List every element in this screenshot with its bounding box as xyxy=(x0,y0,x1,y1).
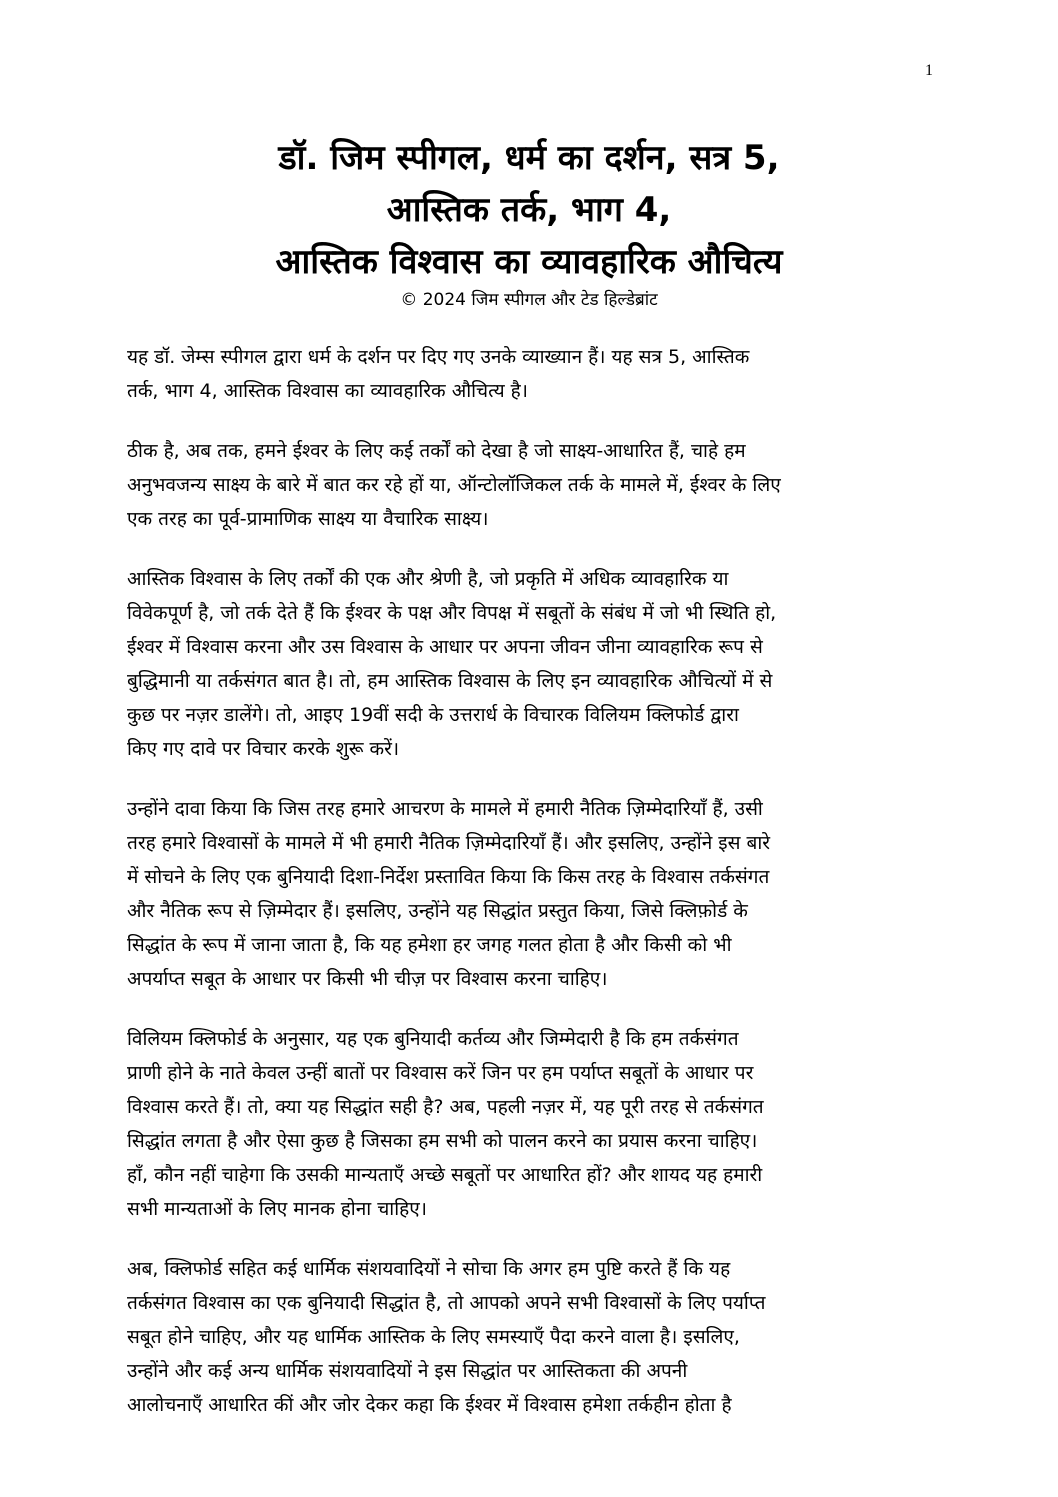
text-line: कुछ पर नज़र डालेंगे। तो, आइए 19वीं सदी के उत्तरार्ध के विचारक विलियम क्लिफोर्ड द्वारा xyxy=(127,704,739,726)
text-line: ईश्वर में विश्वास करना और उस विश्वास के आधार पर अपना जीवन जीना व्यावहारिक रूप से xyxy=(127,636,763,658)
text-line: में सोचने के लिए एक बुनियादी दिशा-निर्देश प्रस्तावित किया कि किस तरह के विश्वास तर्कसंगत xyxy=(127,866,770,888)
title-line-3: आस्तिक विश्वास का व्यावहारिक औचित्य xyxy=(275,242,783,282)
text-line: हाँ, कौन नहीं चाहेगा कि उसकी मान्यताएँ अच्छे सबूतों पर आधारित हों? और शायद यह हमारी xyxy=(127,1164,763,1186)
text-line: किए गए दावे पर विचार करके शुरू करें। xyxy=(127,738,400,760)
paragraph-evidence xyxy=(127,434,933,536)
title-line-1: डॉ. जिम स्पीगल, धर्म का दर्शन, सत्र 5, xyxy=(278,138,780,178)
page-number: 1 xyxy=(925,62,933,79)
text-line: सिद्धांत लगता है और ऐसा कुछ है जिसका हम सभी को पालन करने का प्रयास करना चाहिए। xyxy=(127,1130,758,1152)
text-line: अपर्याप्त सबूत के आधार पर किसी भी चीज़ पर विश्वास करना चाहिए। xyxy=(127,968,608,990)
copyright-notice: © 2024 जिम स्पीगल और टेड हिल्डेब्रांट xyxy=(400,290,658,310)
paragraph-pragmatic xyxy=(127,562,933,766)
text-line: उन्होंने और कई अन्य धार्मिक संशयवादियों ने इस सिद्धांत पर आस्तिकता की अपनी xyxy=(127,1360,688,1382)
text-line: विवेकपूर्ण है, जो तर्क देते हैं कि ईश्वर के पक्ष और विपक्ष में सबूतों के संबंध में जो भी स्थिति हो, xyxy=(127,602,777,624)
text-line: ठीक है, अब तक, हमने ईश्वर के लिए कई तर्कों को देखा है जो साक्ष्य-आधारित हैं, चाहे हम xyxy=(127,440,746,462)
title-block xyxy=(90,132,968,312)
paragraph-clifford-principle xyxy=(127,792,933,996)
text-line: यह डॉ. जेम्स स्पीगल द्वारा धर्म के दर्शन पर दिए गए उनके व्याख्यान हैं। यह सत्र 5, आस्तिक xyxy=(127,346,750,368)
text-line: विश्वास करते हैं। तो, क्या यह सिद्धांत सही है? अब, पहली नज़र में, यह पूरी तरह से तर्कसंगत xyxy=(127,1096,764,1118)
text-line: सभी मान्यताओं के लिए मानक होना चाहिए। xyxy=(127,1198,427,1220)
paragraph-clifford-duty xyxy=(127,1022,933,1226)
text-line: प्राणी होने के नाते केवल उन्हीं बातों पर विश्वास करें जिन पर हम पर्याप्त सबूतों के आधार पर xyxy=(127,1062,754,1084)
title-line-2: आस्तिक तर्क, भाग 4, xyxy=(386,190,672,230)
text-line: आलोचनाएँ आधारित कीं और जोर देकर कहा कि ईश्वर में विश्वास हमेशा तर्कहीन होता है xyxy=(127,1394,732,1416)
text-line: तरह हमारे विश्वासों के मामले में भी हमारी नैतिक ज़िम्मेदारियाँ हैं। और इसलिए, उन्होंने इस बारे xyxy=(127,832,771,854)
text-line: अब, क्लिफोर्ड सहित कई धार्मिक संशयवादियों ने सोचा कि अगर हम पुष्टि करते हैं कि यह xyxy=(127,1258,731,1280)
text-line: और नैतिक रूप से ज़िम्मेदार हैं। इसलिए, उन्होंने यह सिद्धांत प्रस्तुत किया, जिसे क्लिफ़ोर्ड के xyxy=(127,900,748,922)
text-line: एक तरह का पूर्व-प्रामाणिक साक्ष्य या वैचारिक साक्ष्य। xyxy=(127,508,489,530)
text-line: सबूत होने चाहिए, और यह धार्मिक आस्तिक के लिए समस्याएँ पैदा करने वाला है। इसलिए, xyxy=(127,1326,740,1348)
paragraph-skeptics xyxy=(127,1252,933,1422)
text-line: सिद्धांत के रूप में जाना जाता है, कि यह हमेशा हर जगह गलत होता है और किसी को भी xyxy=(127,934,732,956)
text-line: उन्होंने दावा किया कि जिस तरह हमारे आचरण के मामले में हमारी नैतिक ज़िम्मेदारियाँ हैं, उसी xyxy=(127,798,763,820)
text-line: आस्तिक विश्वास के लिए तर्कों की एक और श्रेणी है, जो प्रकृति में अधिक व्यावहारिक या xyxy=(127,568,729,590)
text-line: अनुभवजन्य साक्ष्य के बारे में बात कर रहे हों या, ऑन्टोलॉजिकल तर्क के मामले में, ईश्वर के लिए xyxy=(127,474,781,496)
text-line: तर्क, भाग 4, आस्तिक विश्वास का व्यावहारिक औचित्य है। xyxy=(127,380,528,402)
paragraph-intro xyxy=(127,340,933,408)
text-line: बुद्धिमानी या तर्कसंगत बात है। तो, हम आस्तिक विश्वास के लिए इन व्यावहारिक औचित्यों में से xyxy=(127,670,773,692)
document-body xyxy=(127,340,933,1448)
text-line: विलियम क्लिफोर्ड के अनुसार, यह एक बुनियादी कर्तव्य और जिम्मेदारी है कि हम तर्कसंगत xyxy=(127,1028,739,1050)
text-line: तर्कसंगत विश्वास का एक बुनियादी सिद्धांत है, तो आपको अपने सभी विश्वासों के लिए पर्याप्त xyxy=(127,1292,766,1314)
